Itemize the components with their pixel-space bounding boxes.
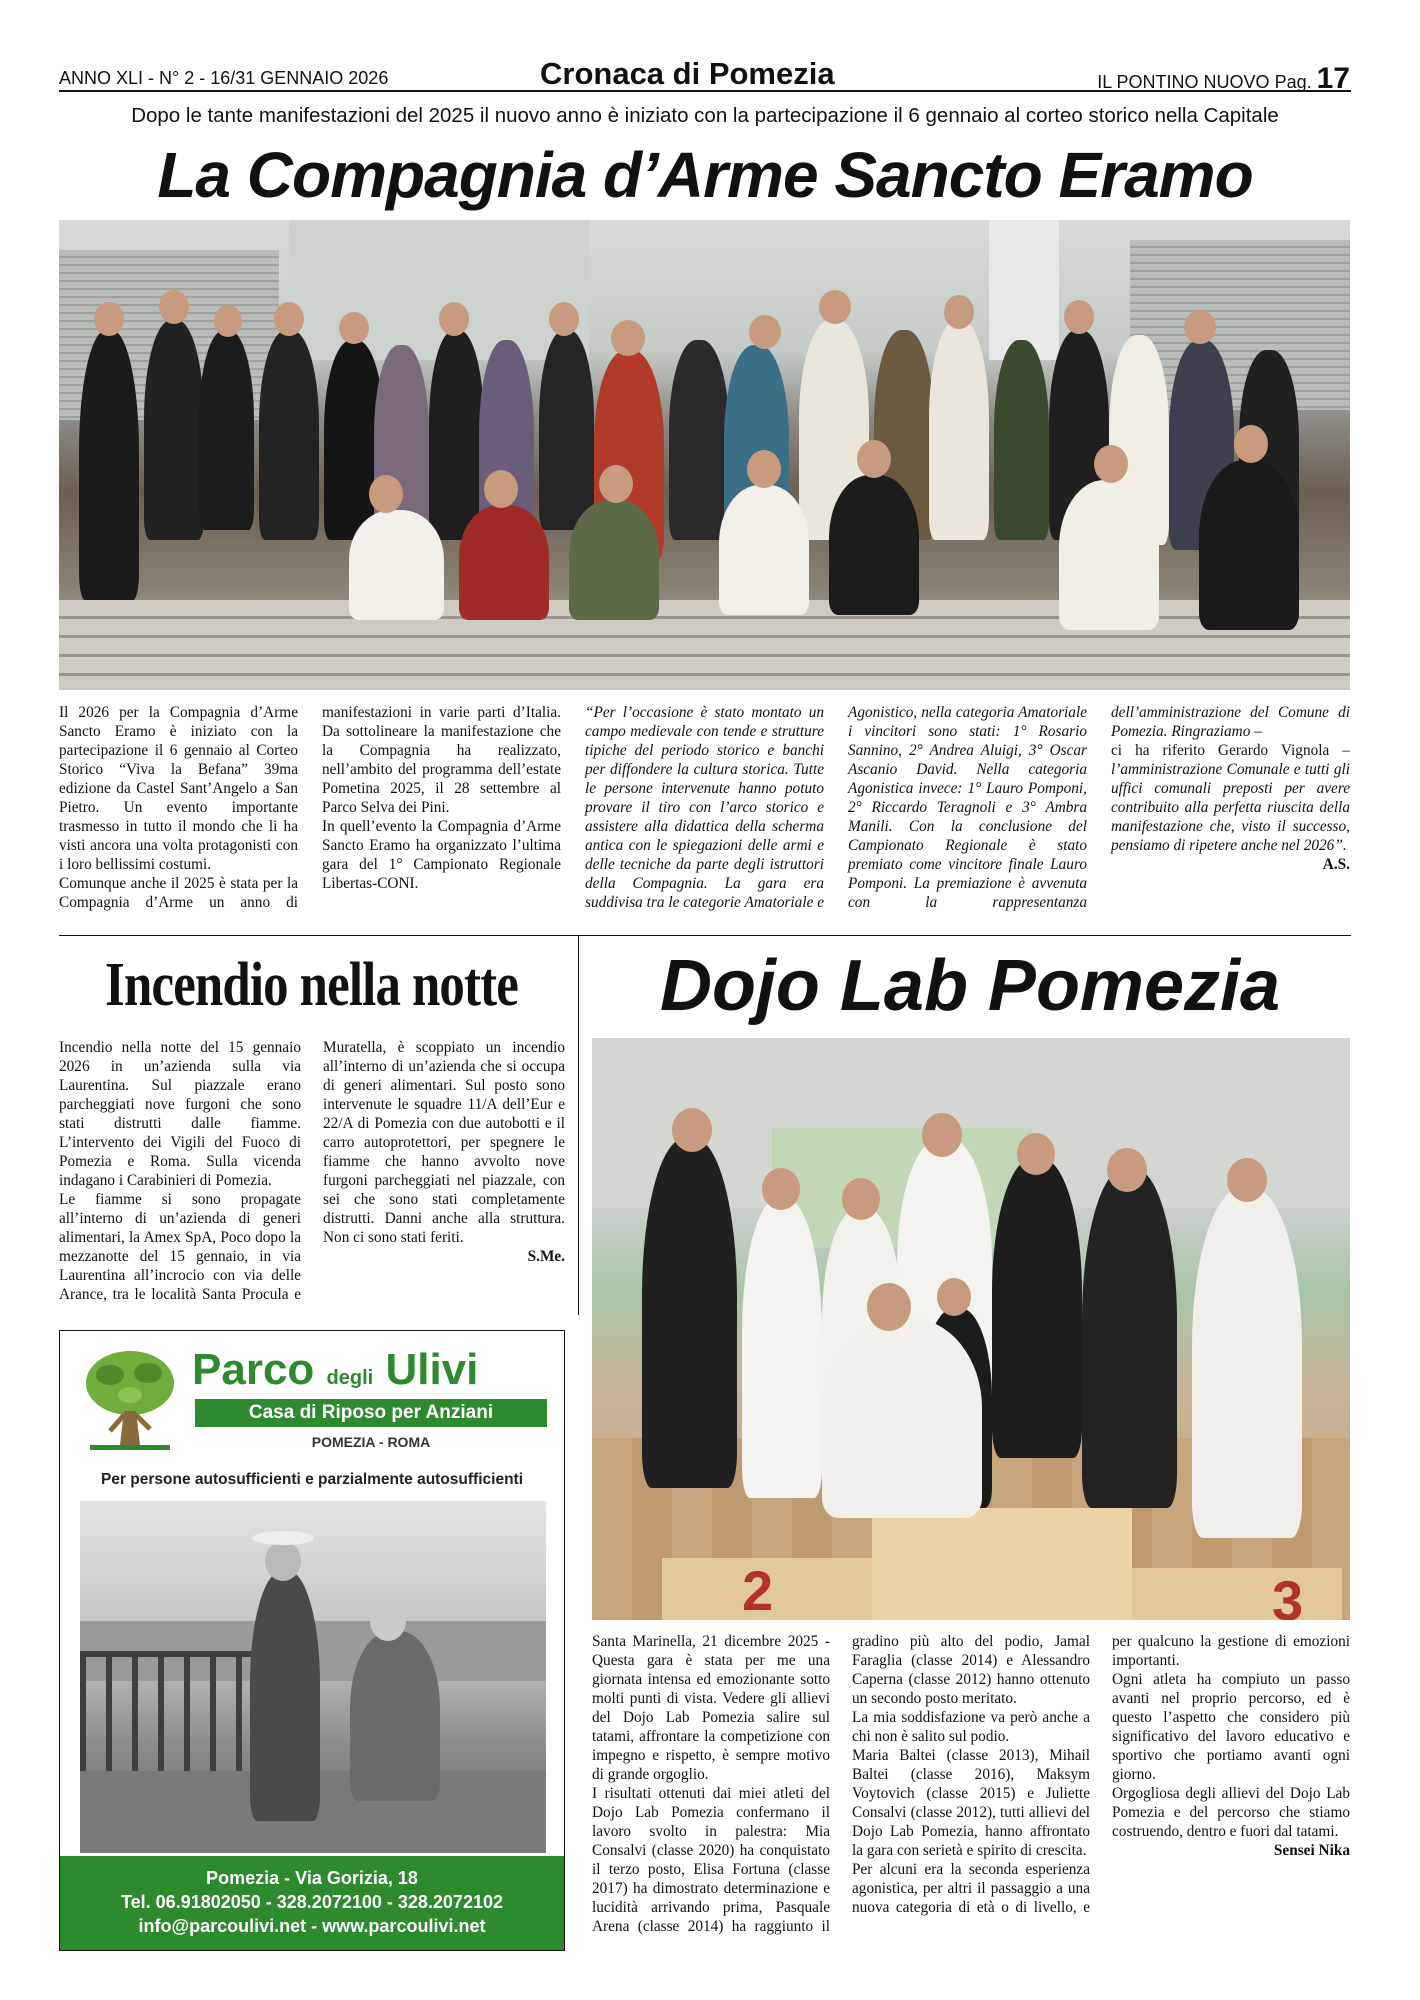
- person-head: [339, 312, 369, 344]
- person: [539, 330, 594, 530]
- article2-signature: S.Me.: [527, 1248, 565, 1265]
- article3-paragraph: Ogni atleta ha compiuto un passo avanti nel proprio percorso, ed è questo l’aspetto che considero più significativo del lavoro educativo e sportivo che portiamo avanti ogni giorno.: [1112, 1671, 1350, 1783]
- person-head: [857, 440, 891, 478]
- person-head: [1234, 425, 1268, 463]
- person: [1199, 460, 1299, 630]
- person-head: [159, 290, 189, 324]
- article1-tail-normal: ci ha riferito Gerardo Vignola: [1111, 742, 1330, 759]
- person: [929, 320, 989, 540]
- ad-brand: [192, 1345, 478, 1395]
- article1-body: [59, 703, 1350, 928]
- advertisement-parco-ulivi: [59, 1330, 565, 1951]
- athlete-head: [1107, 1148, 1147, 1192]
- ad-brand-main: Parco: [192, 1345, 315, 1394]
- person: [199, 330, 254, 530]
- athlete-head: [762, 1168, 800, 1210]
- ad-header: [60, 1331, 564, 1467]
- article1-tail: [1111, 741, 1350, 855]
- person: [429, 330, 484, 540]
- person: [569, 500, 659, 620]
- athlete-head: [1227, 1158, 1267, 1202]
- article3-signature: Sensei Nika: [1273, 1842, 1350, 1859]
- athlete-head: [672, 1108, 712, 1152]
- dancing-woman: [350, 1631, 440, 1801]
- photo-banner: [989, 220, 1059, 360]
- ad-brand-small: degli: [326, 1367, 374, 1389]
- athlete-head: [937, 1278, 971, 1316]
- person-head: [944, 295, 974, 329]
- person-head: [439, 302, 469, 336]
- person: [1059, 480, 1159, 630]
- person-head: [1094, 445, 1128, 483]
- ad-contacts: [60, 1856, 564, 1950]
- ad-city: POMEZIA - ROMA: [311, 1434, 431, 1450]
- athlete-head: [1017, 1133, 1055, 1175]
- dojo-team-photo: [592, 1038, 1350, 1620]
- person-head: [94, 302, 124, 336]
- article3-paragraph: I risultati ottenuti dai miei atleti del Dojo Lab Pomezia confermano il lavoro svolto in palestra: Mia Consalvi (classe 2020) ha conquistato il terzo posto, Elisa Fortuna (classe 2017) ha dimostrato determinazione e lucidità arrivando prima, Pasquale Arena (classe 2014) ha raggiunto il gradino più alto del podio, Jamal Faraglia (classe 2014) e Alessandro Caperna (classe 2012) hanno ottenuto un secondo posto meritato.: [592, 1633, 1090, 1935]
- dancing-woman-head: [370, 1601, 406, 1641]
- person-head: [214, 305, 242, 337]
- dancing-man-head: [265, 1541, 301, 1581]
- person-head: [819, 290, 851, 324]
- podium-number-3: 3: [1272, 1569, 1304, 1620]
- article1-paragraph: Il 2026 per la Compagnia d’Arme Sancto Eramo è iniziato con la partecipazione il 6 gennaio al Corteo Storico “Viva la Befana” 39ma edizione da Castel Sant’Angelo a San Pietro. Un evento importante trasmesso in tutto il mondo che li ha visti ancora una volta protagonisti con i loro bellissimi costumi.: [59, 704, 298, 873]
- ad-subtitle: Casa di Riposo per Anziani: [195, 1399, 547, 1427]
- person-head: [599, 465, 633, 503]
- article2-body: [59, 1038, 565, 1318]
- article3-paragraph: Orgogliosa degli allievi del Dojo Lab Pomezia e del percorso che stiamo costruendo, dentro e fuori dal tatami.: [1112, 1785, 1350, 1840]
- person-head: [549, 302, 579, 336]
- pag-label: Pag.: [1274, 72, 1312, 92]
- person-head: [749, 315, 781, 349]
- group-photo-compagnia: [59, 220, 1350, 690]
- section-title: Cronaca di Pomezia: [540, 56, 835, 91]
- article3-headline: Dojo Lab Pomezia: [659, 946, 1281, 1026]
- person-head: [274, 302, 304, 336]
- ad-web: info@parcoulivi.net - www.parcoulivi.net: [138, 1916, 486, 1936]
- article2-paragraph: Le fiamme si sono propagate all’interno di un’azienda di generi alimentari, la Amex SpA, Poco dopo la mezzanotte del 15 gennaio, in via Laurentina all’incrocio con via delle Arance, tra le località Santa Procula e Muratella, è scoppiato un incendio all’interno di un’azienda che si occupa di generi alimentari. Sul posto sono intervenute le squadre 11/A dell’Eur e 22/A di Pomezia con due autobotti e il carro autoprotettori, per spegnere le fiamme che hanno avvolto nove furgoni parcheggiati nel piazzale, con sei che sono stati completamente distrutti. Danni anche alla struttura. Non ci sono stati feriti.: [59, 1039, 565, 1303]
- header-rule: [59, 90, 1351, 92]
- person-head: [1064, 300, 1094, 334]
- person-head: [747, 450, 781, 488]
- page-number: 17: [1316, 62, 1350, 95]
- athlete-head: [842, 1178, 880, 1220]
- ad-tagline: Per persone autosufficienti e parzialmente autosufficienti: [100, 1471, 524, 1488]
- athlete: [822, 1318, 982, 1518]
- athlete: [1082, 1168, 1177, 1508]
- article3-body: [592, 1632, 1350, 1954]
- ad-address: Pomezia - Via Gorizia, 18: [206, 1868, 418, 1888]
- person: [259, 330, 319, 540]
- person-head: [611, 320, 645, 356]
- person: [349, 510, 444, 620]
- issue-info: ANNO XLI - N° 2 - 16/31 GENNAIO 2026: [59, 68, 389, 88]
- person: [994, 340, 1049, 540]
- person-head: [369, 475, 403, 513]
- person: [144, 320, 204, 540]
- article1-kicker: Dopo le tante manifestazioni del 2025 il nuovo anno è iniziato con la partecipazione il 6 gennaio al corteo storico nella Capitale: [131, 104, 1279, 127]
- person: [669, 340, 729, 540]
- hat: [252, 1531, 314, 1545]
- person: [829, 475, 919, 615]
- article1-tail-italic: – l’amministrazione Comunale e tutti gli uffici comunali preposti per avere contribuito alla perfetta riuscita della manifestazione che, visto il successo, pensiamo di ripetere anche nel 2026”.: [1111, 742, 1350, 854]
- athlete: [1192, 1188, 1302, 1538]
- article1-paragraph: In quell’evento la Compagnia d’Arme Sancto Eramo ha organizzato l’ultima gara del 1° Campionato Regionale Libertas-CONI.: [322, 818, 561, 892]
- dancing-man: [250, 1571, 320, 1821]
- person-head: [1184, 310, 1216, 344]
- article3-paragraph: Per alcuni era la seconda esperienza agonistica, per altri il passaggio a una nuova categoria di età o di livello, e per qualcuno la gestione di emozioni importanti.: [852, 1633, 1350, 1916]
- podium-number-2: 2: [742, 1559, 774, 1620]
- paper-name: IL PONTINO NUOVO: [1097, 72, 1270, 92]
- article1-headline: La Compagnia d’Arme Sancto Eramo: [157, 139, 1253, 211]
- ad-phones: Tel. 06.91802050 - 328.2072100 - 328.2072102: [121, 1892, 503, 1912]
- podium-first: [872, 1508, 1132, 1620]
- article1-quote: “Per l’occasione è stato montato un campo medievale con tende e strutture tipiche del periodo storico e banchi per diffondere la cultura storica. Tutte le persone intervenute hanno potuto provare il tiro con l’arco storico e assistere alla didattica della scherma antica con le spiegazioni delle armi e delle tecniche da parte degli istruttori della Compagnia. La gara era suddivisa tra le categorie Amatoriale e Agonistico, nella categoria Amatoriale i vincitori sono stati: 1° Rosario Sannino, 2° Andrea Aluigi, 3° Oscar Ascanio David. Nella categoria Agonistica invece: 1° Lauro Pomponi, 2° Riccardo Teragnoli e 3° Ambra Manili. Con la conclusione del Campionato Regionale è stato premiato come vincitore finale Lauro Pomponi. La premiazione è avvenuta con la rappresentanza dell’amministrazione del Comune di Pomezia. Ringraziamo –: [585, 704, 1350, 911]
- photo-building-left: [289, 220, 589, 360]
- ad-dancing-couple-photo: [80, 1501, 546, 1853]
- article2-paragraph: Incendio nella notte del 15 gennaio 2026 in un’azienda sulla via Laurentina. Sul piazzale erano parcheggiati nove furgoni che sono stati distrutti dalle fiamme. L’intervento dei Vigili del Fuoco di Pomezia e Roma. Sulla vicenda indagano i Carabinieri di Pomezia.: [59, 1039, 301, 1189]
- ad-brand-end: Ulivi: [385, 1345, 479, 1394]
- article1-signature: A.S.: [1322, 856, 1350, 873]
- athlete-head: [867, 1283, 911, 1331]
- column-rule: [578, 935, 579, 1315]
- article3-paragraph: Santa Marinella, 21 dicembre 2025 - Questa gara è stata per me una giornata intensa ed emozionante sotto molti punti di vista. Vedere gli allievi del Dojo Lab Pomezia salire sul tatami, affrontare la competizione con impegno e rispetto, è sempre motivo di grande orgoglio.: [592, 1633, 830, 1783]
- athlete: [992, 1158, 1082, 1458]
- athlete: [642, 1138, 737, 1488]
- article3-paragraph: Maria Baltei (classe 2013), Mihail Baltei (classe 2016), Maksym Voytovich (classe 2015) e Juliette Consalvi (classe 2012), tutti allievi del Dojo Lab Pomezia, hanno affrontato la gara con serietà e spirito di crescita.: [852, 1747, 1090, 1859]
- person: [719, 485, 809, 615]
- person: [459, 505, 549, 620]
- article2-headline: Incendio nella notte: [105, 951, 518, 1019]
- athlete-head: [922, 1113, 962, 1157]
- section-rule: [59, 935, 1351, 936]
- olive-tree-icon: [80, 1345, 180, 1453]
- person-head: [484, 470, 518, 508]
- article3-paragraph: La mia soddisfazione va però anche a chi non è salito sul podio.: [852, 1709, 1090, 1745]
- article1-paragraph: Comunque anche il 2025 è stata per la Compagnia d’Arme un anno di manifestazioni in varie parti d’Italia. Da sottolineare la manifestazione che la Compagnia ha realizzato, nell’ambito del programma dell’estate Pometina 2025, il 28 settembre al Parco Selva dei Pini.: [59, 704, 561, 911]
- athlete: [742, 1198, 822, 1498]
- person: [79, 330, 139, 600]
- podium-third: [1132, 1568, 1342, 1620]
